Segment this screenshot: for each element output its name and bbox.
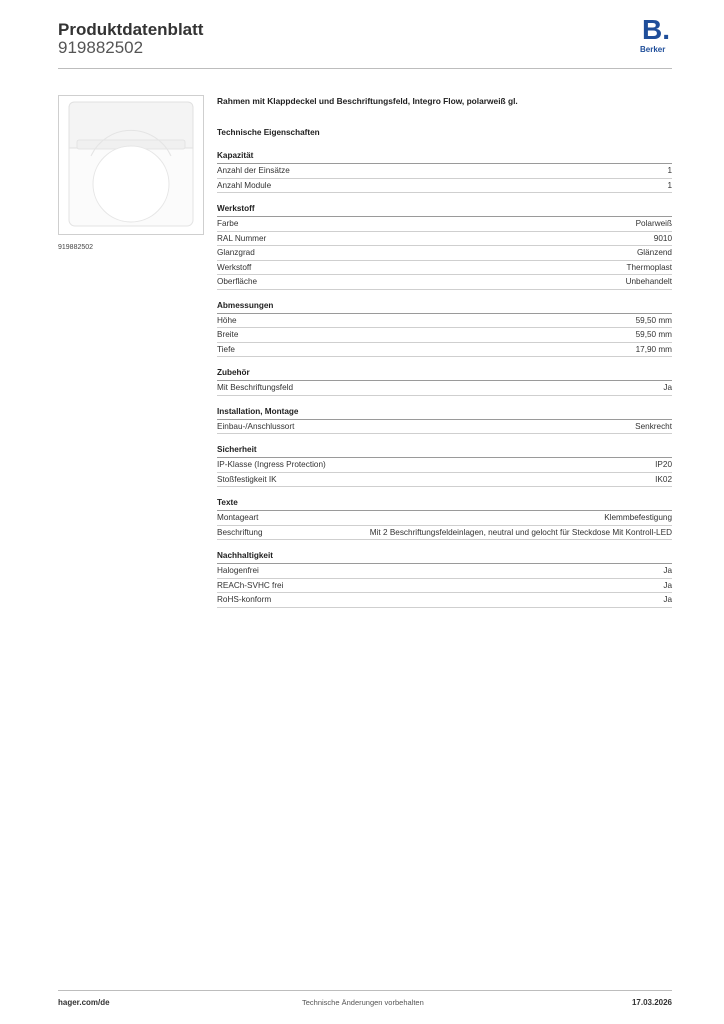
spec-label: Oberfläche bbox=[217, 277, 258, 286]
footer-website: hager.com/de bbox=[58, 998, 110, 1007]
section-nachhaltigkeit bbox=[217, 551, 672, 608]
section-title: Werkstoff bbox=[217, 204, 672, 217]
spec-value: Ja bbox=[663, 580, 672, 590]
spec-value: Mit 2 Beschriftungsfeldeinlagen, neutral und gelocht für Steckdose Mit Kontroll-LED bbox=[369, 527, 672, 537]
section-kapazitaet bbox=[217, 151, 672, 193]
spec-row bbox=[217, 564, 672, 579]
spec-label: Montageart bbox=[217, 513, 259, 522]
spec-label: Halogenfrei bbox=[217, 566, 259, 575]
spec-row bbox=[217, 246, 672, 261]
spec-label: REACh-SVHC frei bbox=[217, 580, 284, 590]
berker-logo bbox=[640, 16, 676, 56]
section-abmessungen bbox=[217, 301, 672, 358]
spec-value: 1 bbox=[667, 166, 672, 175]
spec-label: Werkstoff bbox=[217, 262, 252, 272]
spec-label: Beschriftung bbox=[217, 527, 263, 537]
spec-label: Anzahl Module bbox=[217, 180, 272, 190]
spec-content bbox=[217, 96, 672, 619]
spec-label: Anzahl der Einsätze bbox=[217, 166, 290, 175]
page-title: Produktdatenblatt bbox=[58, 20, 204, 39]
spec-row bbox=[217, 232, 672, 247]
product-description: Rahmen mit Klappdeckel und Beschriftungsfeld, Integro Flow, polarweiß gl. bbox=[217, 96, 518, 106]
spec-row bbox=[217, 164, 672, 179]
spec-value: 59,50 mm bbox=[635, 315, 672, 325]
footer-date: 17.03.2026 bbox=[631, 998, 672, 1007]
spec-row bbox=[217, 458, 672, 473]
spec-value: Unbehandelt bbox=[625, 277, 672, 286]
section-title: Texte bbox=[217, 498, 672, 511]
spec-value: Ja bbox=[663, 566, 672, 575]
spec-label: Glanzgrad bbox=[217, 248, 255, 257]
spec-row bbox=[217, 179, 672, 194]
section-texte bbox=[217, 498, 672, 540]
spec-row bbox=[217, 275, 672, 290]
section-title: Sicherheit bbox=[217, 445, 672, 458]
spec-value: Ja bbox=[663, 595, 672, 604]
spec-value: IP20 bbox=[655, 460, 672, 469]
spec-label: Höhe bbox=[217, 315, 237, 325]
spec-label: Tiefe bbox=[217, 344, 235, 354]
product-number: 919882502 bbox=[58, 38, 144, 57]
spec-value: IK02 bbox=[655, 474, 672, 484]
section-title: Abmessungen bbox=[217, 301, 672, 314]
spec-value: Polarweiß bbox=[635, 219, 672, 228]
spec-label: RoHS-konform bbox=[217, 595, 272, 604]
product-image bbox=[58, 95, 204, 235]
spec-value: Thermoplast bbox=[626, 262, 672, 272]
section-installation bbox=[217, 407, 672, 435]
spec-row bbox=[217, 579, 672, 594]
spec-row bbox=[217, 261, 672, 276]
section-sicherheit bbox=[217, 445, 672, 487]
spec-label: Farbe bbox=[217, 219, 239, 228]
spec-row bbox=[217, 526, 672, 541]
spec-row bbox=[217, 217, 672, 232]
image-caption: 919882502 bbox=[58, 244, 94, 251]
spec-label: IP-Klasse (Ingress Protection) bbox=[217, 460, 326, 469]
spec-value: Senkrecht bbox=[635, 421, 672, 431]
section-zubehoer bbox=[217, 368, 672, 396]
spec-value: 1 bbox=[667, 180, 672, 190]
spec-label: Stoßfestigkeit IK bbox=[217, 474, 277, 484]
spec-row bbox=[217, 314, 672, 329]
spec-row bbox=[217, 381, 672, 396]
section-title: Installation, Montage bbox=[217, 407, 672, 420]
section-title: Nachhaltigkeit bbox=[217, 551, 672, 564]
spec-label: Breite bbox=[217, 330, 239, 339]
cover-frame-image bbox=[59, 96, 203, 234]
spec-value: 9010 bbox=[653, 233, 672, 243]
spec-row bbox=[217, 420, 672, 435]
spec-row bbox=[217, 473, 672, 488]
spec-row bbox=[217, 511, 672, 526]
section-title: Kapazität bbox=[217, 151, 672, 164]
spec-row bbox=[217, 593, 672, 608]
logo-text: Berker bbox=[640, 45, 666, 54]
spec-value: 59,50 mm bbox=[635, 330, 672, 339]
spec-label: Mit Beschriftungsfeld bbox=[217, 383, 293, 392]
section-werkstoff bbox=[217, 204, 672, 290]
spec-label: Einbau-/Anschlussort bbox=[217, 421, 295, 431]
spec-value: Klemmbefestigung bbox=[604, 513, 672, 522]
spec-row bbox=[217, 328, 672, 343]
tech-properties-heading: Technische Eigenschaften bbox=[217, 128, 320, 137]
spec-label: RAL Nummer bbox=[217, 233, 267, 243]
footer-divider bbox=[58, 990, 672, 991]
spec-row bbox=[217, 343, 672, 358]
section-title: Zubehör bbox=[217, 368, 672, 381]
header-divider bbox=[58, 68, 672, 69]
spec-value: Glänzend bbox=[636, 248, 672, 257]
spec-value: Ja bbox=[663, 383, 672, 392]
spec-value: 17,90 mm bbox=[635, 344, 672, 354]
logo-mark: B. bbox=[642, 14, 670, 45]
footer-notice: Technische Änderungen vorbehalten bbox=[302, 998, 424, 1007]
